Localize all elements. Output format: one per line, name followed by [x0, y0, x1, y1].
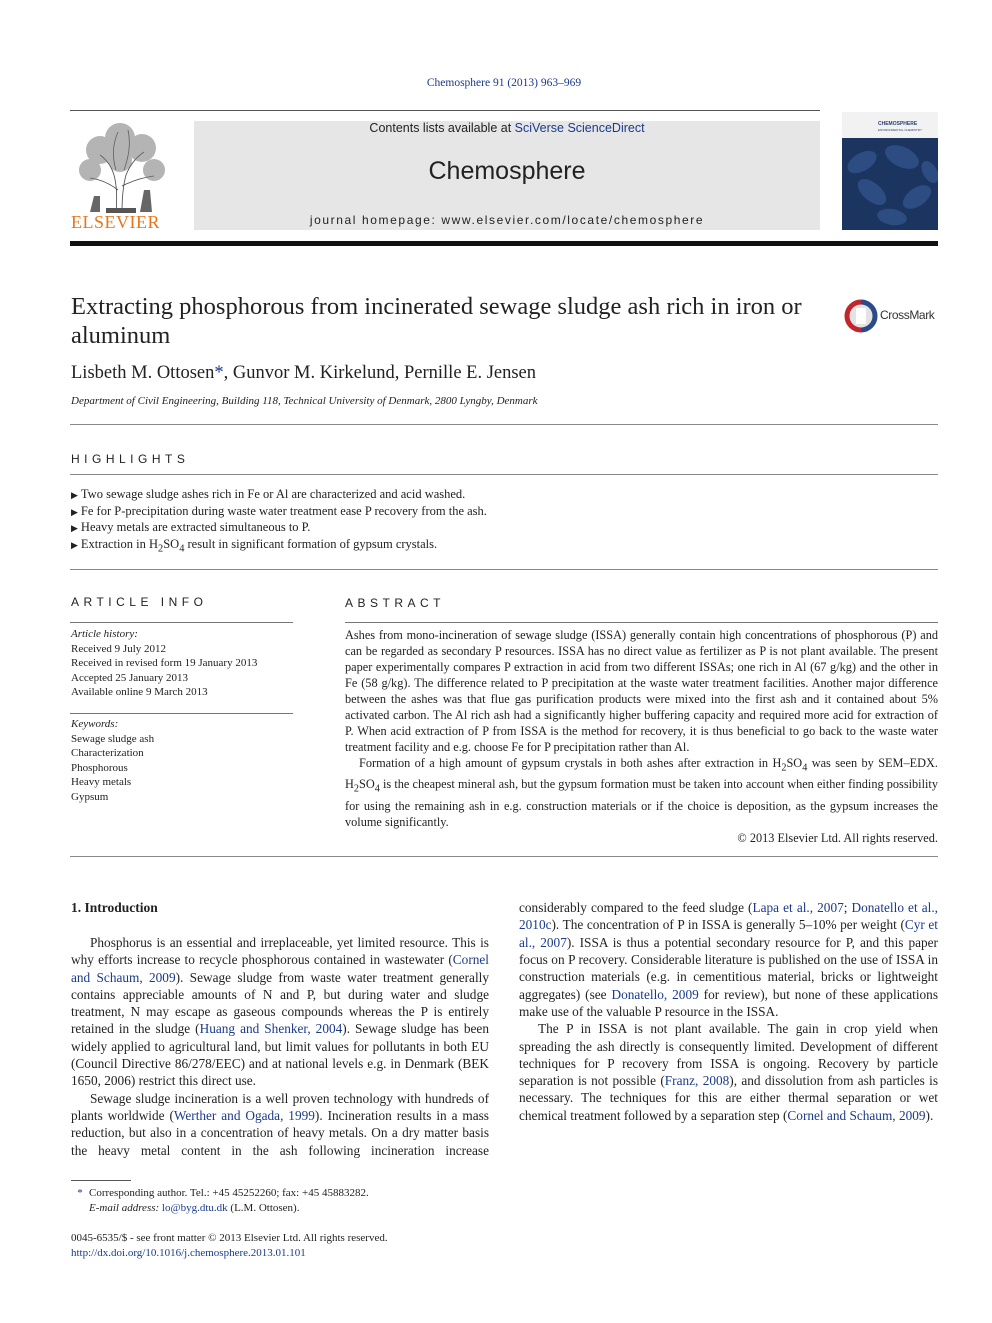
author-list: Lisbeth M. Ottosen*, Gunvor M. Kirkelund, Pernille E. Jensen	[71, 363, 537, 383]
email-label: E-mail address:	[89, 1201, 160, 1214]
keyword: Heavy metals	[71, 776, 132, 788]
crossmark-icon[interactable]	[843, 298, 879, 334]
body-text: ). Sewage sludge has been widely applied to agricultural land, but limit values for pollutants in both EU (Council Directive 86/278/EEC) and at national levels e.g. in Denmark (BEK 1650, 2006) restrict this direct use.	[71, 1021, 489, 1089]
citation-link[interactable]: Cornel and Schaum, 2009	[787, 1107, 926, 1123]
keyword: Gypsum	[71, 790, 109, 803]
citation-link[interactable]: Chemosphere 91 (2013) 963–969	[426, 77, 582, 89]
crossmark-label[interactable]: CrossMark	[880, 308, 935, 322]
highlights-heading: HIGHLIGHTS	[71, 452, 190, 466]
elsevier-wordmark: ELSEVIER	[71, 212, 160, 232]
body-text: ). Sewage sludge from waste water treatment generally contains appreciable amounts of N and P, but during water and sludge treatment, N may escape as gaseous compounds whereas the P is entirely retained in the sludge (	[71, 969, 489, 1037]
footnote-rule	[71, 1180, 131, 1181]
body-paragraph	[519, 1020, 938, 1124]
abstract-paragraph: Ashes from mono-incineration of sewage sludge (ISSA) generally contain high concentrations of phosphorous (P) and can be regarded as secondary P resources. ISSA has no direct value as fertilizer as P is not plant available. The present paper experimentally compares P extraction in acid from two different ISSAs; one rich in Al (67 g/kg) and the other in Fe (58 g/kg). The difference related to P precipitation at the waste water treatment facilities. Another major difference between the ashes was that flue gas purification products were mixed into the first ash and it contained about 5% activated carbon. The Al rich ash had a significantly higher buffering capacity and required more acid for extraction of P. When acid extraction of P from ISSA is the method for recovery, it is thus beneficial to go back to the waste water treatment facility and e.g. choose Fe for P precipitation rather than Al.	[345, 628, 938, 754]
journal-name: Chemosphere	[428, 157, 586, 185]
body-text: Sewage sludge incineration is a well proven technology with hundreds of plants worldwide (	[71, 1090, 489, 1123]
sciencedirect-link[interactable]: SciVerse ScienceDirect	[514, 121, 645, 135]
article-title: Extracting phosphorous from incinerated sewage sludge ash rich in iron or aluminum	[71, 293, 802, 349]
body-text: The P in ISSA is not plant available. The gain in crop yield when spreading the ash directly is consequently limited. Development of different techniques for P recovery from ISSA is ongoing. Recovery by particle separation is not possible (	[519, 1021, 938, 1089]
keywords-label: Keywords:	[71, 718, 119, 730]
section-rule	[70, 856, 938, 857]
history-date: Available online 9 March 2013	[71, 686, 208, 698]
section-rule	[70, 569, 938, 570]
doi-link[interactable]: http://dx.doi.org/10.1016/j.chemosphere.2013.01.101	[71, 1246, 306, 1259]
journal-masthead	[194, 121, 820, 230]
section-heading-introduction: 1. Introduction	[71, 900, 158, 915]
history-date: Received 9 July 2012	[71, 642, 167, 655]
citation-link[interactable]: Donatello, 2009	[611, 986, 699, 1002]
email-link[interactable]: lo@byg.dtu.dk	[161, 1201, 228, 1214]
cover-title: CHEMOSPHERE	[878, 121, 918, 127]
abstract-rule	[345, 622, 938, 623]
citation-link[interactable]: Donatello et al., 2010c	[519, 900, 938, 933]
keyword: Phosphorous	[71, 761, 128, 774]
citation-link[interactable]: Lapa et al., 2007	[752, 900, 844, 916]
journal-citation[interactable]	[0, 77, 992, 89]
body-text: for review), but none of these applications make use of the valuable P resource in the ISSA.	[519, 986, 938, 1019]
citation-link[interactable]: Werther and Ogada, 1999	[173, 1107, 315, 1123]
body-text: ). Incineration results in a mass reduction, but also in a concentration of heavy metals. On a dry matter basis the heavy metal content in the ash following incineration increase	[71, 1107, 489, 1158]
citation-link[interactable]: Franz, 2008	[664, 1073, 730, 1089]
info-rule	[70, 713, 293, 714]
body-paragraph	[519, 900, 938, 1020]
body-text: ).	[925, 1107, 934, 1123]
body-paragraph	[71, 1090, 489, 1160]
header-rule	[70, 110, 820, 111]
keywords	[71, 717, 293, 804]
article-info-heading: ARTICLE INFO	[71, 595, 208, 609]
affiliation: Department of Civil Engineering, Building 118, Technical University of Denmark, 2800 Lyngby, Denmark	[71, 395, 538, 407]
list-item: ▶ Extraction in $H_2SO_4$ result in significant formation of gypsum crystals.	[71, 537, 438, 555]
body-text: ;	[843, 900, 852, 916]
footnote: * Corresponding author. Tel.: +45 45252260; fax: +45 45883282. E-mail address: lo@byg.dtu.dk (L.M. Ottosen).	[71, 1186, 369, 1215]
cover-subtitle: ENVIRONMENTAL CHEMISTRY	[878, 128, 922, 132]
citation-link[interactable]: Cornel and Schaum, 2009	[71, 952, 489, 985]
footnote-mark: *	[77, 1187, 83, 1199]
triangle-bullet-icon: ▶	[71, 490, 78, 500]
author-name[interactable]: Lisbeth M. Ottosen	[71, 363, 215, 383]
info-rule	[70, 622, 293, 623]
homepage-link[interactable]: www.elsevier.com/locate/chemosphere	[441, 213, 705, 227]
body-text: Phosphorus is an essential and irreplaceable, yet limited resource. This is why efforts increase to recycle phosphorous contained in wastewater (	[71, 935, 489, 968]
corresponding-mark[interactable]: *	[214, 363, 224, 383]
section-rule	[70, 474, 938, 475]
citation-link[interactable]: Huang and Shenker, 2004	[199, 1021, 343, 1037]
author-name[interactable]: Pernille E. Jensen	[403, 363, 537, 383]
issn-line: 0045-6535/$ - see front matter © 2013 Elsevier Ltd. All rights reserved.	[71, 1232, 388, 1244]
list-item: ▶ Fe for P-precipitation during waste water treatment ease P recovery from the ash.	[71, 503, 487, 518]
highlights-list	[71, 487, 487, 557]
abstract-heading: ABSTRACT	[345, 596, 446, 610]
section-rule	[70, 424, 938, 425]
abstract-copyright: © 2013 Elsevier Ltd. All rights reserved.	[737, 830, 938, 845]
masthead-rule	[70, 241, 938, 246]
body-text: considerably compared to the feed sludge (	[519, 900, 753, 916]
contents-line: Contents lists available at SciVerse ScienceDirect	[369, 121, 645, 135]
keyword: Characterization	[71, 747, 144, 759]
journal-homepage: journal homepage: www.elsevier.com/locate/chemosphere	[309, 213, 705, 227]
body-text: ). The concentration of P in ISSA is generally 5–10% per weight (	[551, 917, 905, 933]
abstract-text	[345, 627, 938, 846]
history-date: Accepted 25 January 2013	[71, 671, 188, 684]
body-text: ), and dissolution from ash particles is necessary. The techniques for this are either thermal separation or wet chemical treatment followed by a separation step (	[519, 1073, 938, 1123]
right-column-flow	[519, 900, 938, 1124]
body-paragraph	[71, 934, 489, 1090]
journal-cover-thumbnail	[842, 112, 938, 230]
corresponding-author-note: Corresponding author. Tel.: +45 45252260; fax: +45 45883282.	[89, 1187, 369, 1199]
list-item: ▶ Two sewage sludge ashes rich in Fe or Al are characterized and acid washed.	[71, 487, 466, 501]
keyword: Sewage sludge ash	[71, 732, 155, 745]
history-date: Received in revised form 19 January 2013	[71, 657, 258, 669]
body-column-left	[71, 934, 489, 1160]
body-column-right	[519, 900, 938, 1214]
body-text: ). ISSA is thus a potential secondary resource for P, and this paper focus on P recovery. Considerable literature is published on the use of ISSA in construction materials (e.g. in cementitious material, bricks or lightweight aggregates) (see	[519, 934, 938, 1002]
history-label: Article history:	[71, 628, 138, 640]
citation-link[interactable]: Cyr et al., 2007	[519, 917, 938, 950]
author-name[interactable]: Gunvor M. Kirkelund	[232, 363, 395, 383]
triangle-bullet-icon: ▶	[71, 540, 78, 551]
article-history	[71, 627, 293, 700]
issn-doi-block	[71, 1231, 388, 1260]
triangle-bullet-icon: ▶	[71, 523, 78, 534]
triangle-bullet-icon: ▶	[71, 506, 78, 517]
list-item: ▶ Heavy metals are extracted simultaneous to P.	[71, 520, 311, 535]
abstract-paragraph: Formation of a high amount of gypsum crystals in both ashes after extraction in $H_2SO_4$ was seen by SEM–EDX. $H_2SO_4$ is the cheapest mineral ash, but the gypsum formation must be taken into account when either finding possibility for using the remaining ash in e.g. construction materials or if the choice is deposition, as the gypsum increases the volume significantly.	[345, 756, 938, 829]
